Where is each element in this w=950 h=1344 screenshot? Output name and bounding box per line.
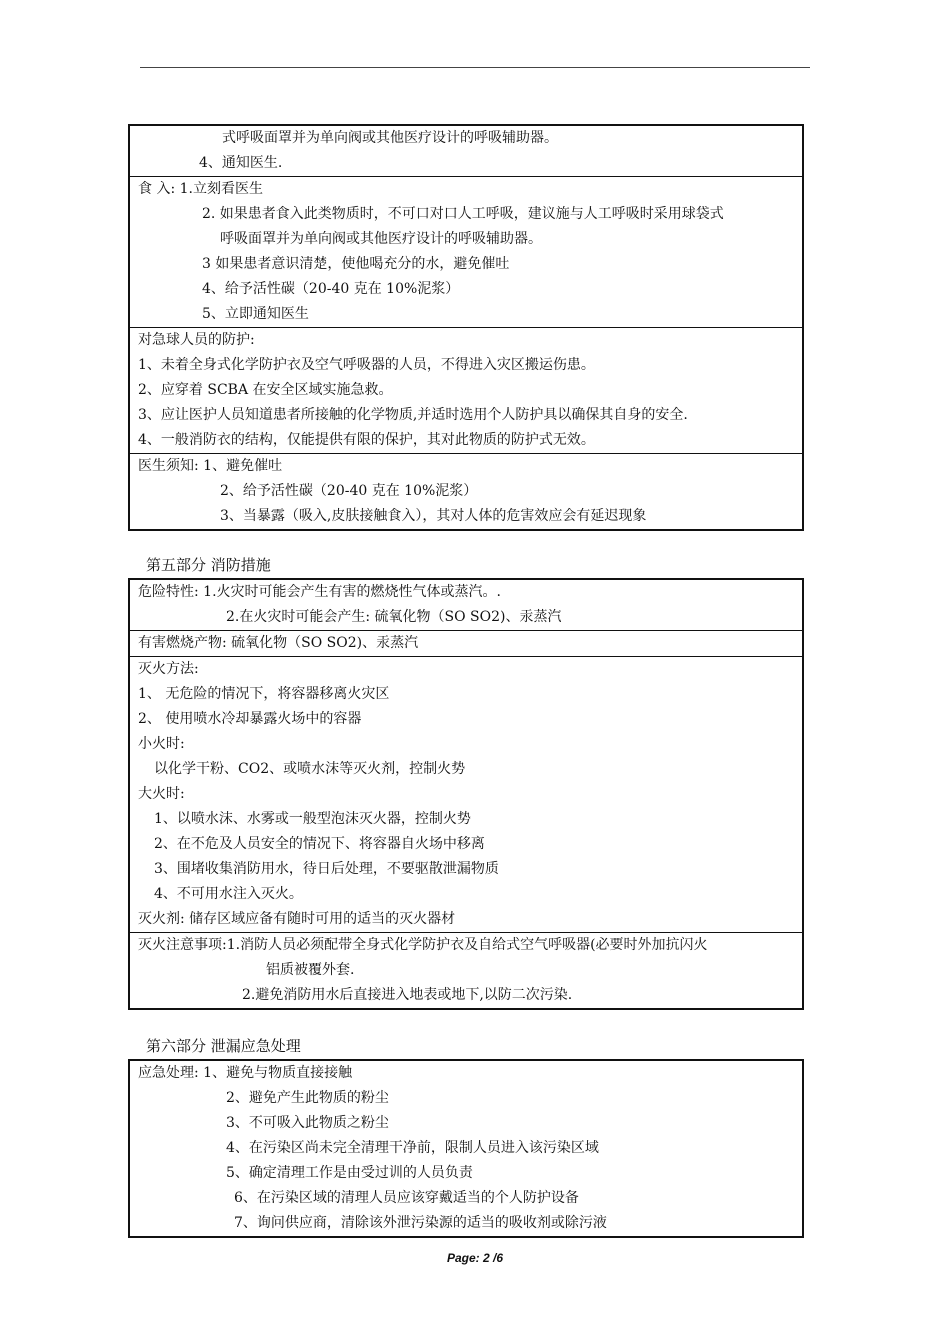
extinguishing-method-section — [130, 656, 802, 932]
text-line: 1、未着全身式化学防护衣及空气呼吸器的人员，不得进入灾区搬运伤患。 — [138, 357, 595, 373]
text-line: 应急处理: 1、避免与物质直接接触 — [138, 1065, 353, 1081]
spill-response-table — [128, 1059, 804, 1238]
text-line: 2、避免产生此物质的粉尘 — [226, 1090, 389, 1106]
text-line: 小火时: — [138, 736, 185, 752]
section-5-heading: 第五部分 消防措施 — [146, 556, 271, 574]
text-line: 危险特性: 1.火灾时可能会产生有害的燃烧性气体或蒸汽。. — [138, 584, 501, 600]
text-line: 灭火注意事项:1.消防人员必须配带全身式化学防护衣及自给式空气呼吸器(必要时外加抗闪火 — [138, 937, 708, 953]
ingestion-section — [130, 176, 802, 327]
text-line: 4、给予活性碳（20-40 克在 10%泥浆） — [202, 281, 460, 297]
page-number: Page: 2 /6 — [446, 1251, 504, 1265]
text-line: 7、询问供应商，清除该外泄污染源的适当的吸收剂或除污液 — [234, 1215, 607, 1231]
text-line: 1、 无危险的情况下，将容器移离火灾区 — [138, 686, 390, 702]
text-line: 铝质被覆外套. — [266, 962, 355, 978]
text-line: 2、给予活性碳（20-40 克在 10%泥浆） — [220, 483, 478, 499]
hazard-section — [130, 580, 802, 630]
text-line: 1、以喷水沫、水雾或一般型泡沫灭火器，控制火势 — [154, 811, 471, 827]
text-line: 2、应穿着 SCBA 在安全区域实施急救。 — [138, 382, 393, 398]
text-line: 3、不可吸入此物质之粉尘 — [226, 1115, 389, 1131]
text-line: 2.在火灾时可能会产生: 硫氧化物（SO SO2)、汞蒸汽 — [226, 609, 562, 625]
firefighting-notes-section — [130, 932, 802, 1008]
text-line: 医生须知: 1、避免催吐 — [138, 458, 283, 474]
section-6-heading: 第六部分 泄漏应急处理 — [146, 1037, 301, 1055]
text-line: 4、不可用水注入灭火。 — [154, 886, 303, 902]
text-line: 3、应让医护人员知道患者所接触的化学物质,并适时选用个人防护具以确保其自身的安全. — [138, 407, 688, 423]
first-aid-table — [128, 124, 804, 531]
text-line: 灭火方法: — [138, 661, 199, 677]
text-line: 食 入: 1.立刻看医生 — [138, 181, 263, 197]
text-line: 6、在污染区域的清理人员应该穿戴适当的个人防护设备 — [234, 1190, 579, 1206]
rescuer-protection-section — [130, 327, 802, 453]
doctor-notes-section — [130, 453, 802, 529]
text-line: 式呼吸面罩并为单向阀或其他医疗设计的呼吸辅助器。 — [222, 130, 558, 146]
text-line: 对急球人员的防护: — [138, 332, 255, 348]
text-line: 2. 如果患者食入此类物质时，不可口对口人工呼吸，建议施与人工呼吸时采用球袋式 — [202, 206, 724, 222]
text-line: 5、立即通知医生 — [202, 306, 309, 322]
text-line: 4、在污染区尚未完全清理干净前，限制人员进入该污染区域 — [226, 1140, 599, 1156]
text-line: 2、 使用喷水冷却暴露火场中的容器 — [138, 711, 362, 727]
text-line: 大火时: — [138, 786, 185, 802]
text-line: 4、通知医生. — [199, 155, 283, 171]
text-line: 3、围堵收集消防用水，待日后处理，不要驱散泄漏物质 — [154, 861, 499, 877]
fire-measures-table — [128, 578, 804, 1010]
text-line: 以化学干粉、CO2、或喷水沫等灭火剂，控制火势 — [154, 761, 466, 777]
header-rule — [140, 67, 810, 68]
text-line: 灭火剂: 储存区域应备有随时可用的适当的灭火器材 — [138, 911, 456, 927]
inhalation-continuation-section — [130, 126, 802, 176]
text-line: 3、当暴露（吸入,皮肤接触食入），其对人体的危害效应会有延迟现象 — [220, 508, 647, 524]
text-line: 5、确定清理工作是由受过训的人员负责 — [226, 1165, 473, 1181]
text-line: 呼吸面罩并为单向阀或其他医疗设计的呼吸辅助器。 — [220, 231, 542, 247]
text-line: 有害燃烧产物: 硫氧化物（SO SO2)、汞蒸汽 — [138, 635, 419, 651]
text-line: 4、一般消防衣的结构，仅能提供有限的保护，其对此物质的防护式无效。 — [138, 432, 595, 448]
text-line: 2.避免消防用水后直接进入地表或地下,以防二次污染. — [242, 987, 573, 1003]
combustion-products-section — [130, 630, 802, 656]
emergency-handling-section — [130, 1061, 802, 1236]
text-line: 2、在不危及人员安全的情况下、将容器自火场中移离 — [154, 836, 485, 852]
text-line: 3 如果患者意识清楚，使他喝充分的水，避免催吐 — [202, 256, 510, 272]
